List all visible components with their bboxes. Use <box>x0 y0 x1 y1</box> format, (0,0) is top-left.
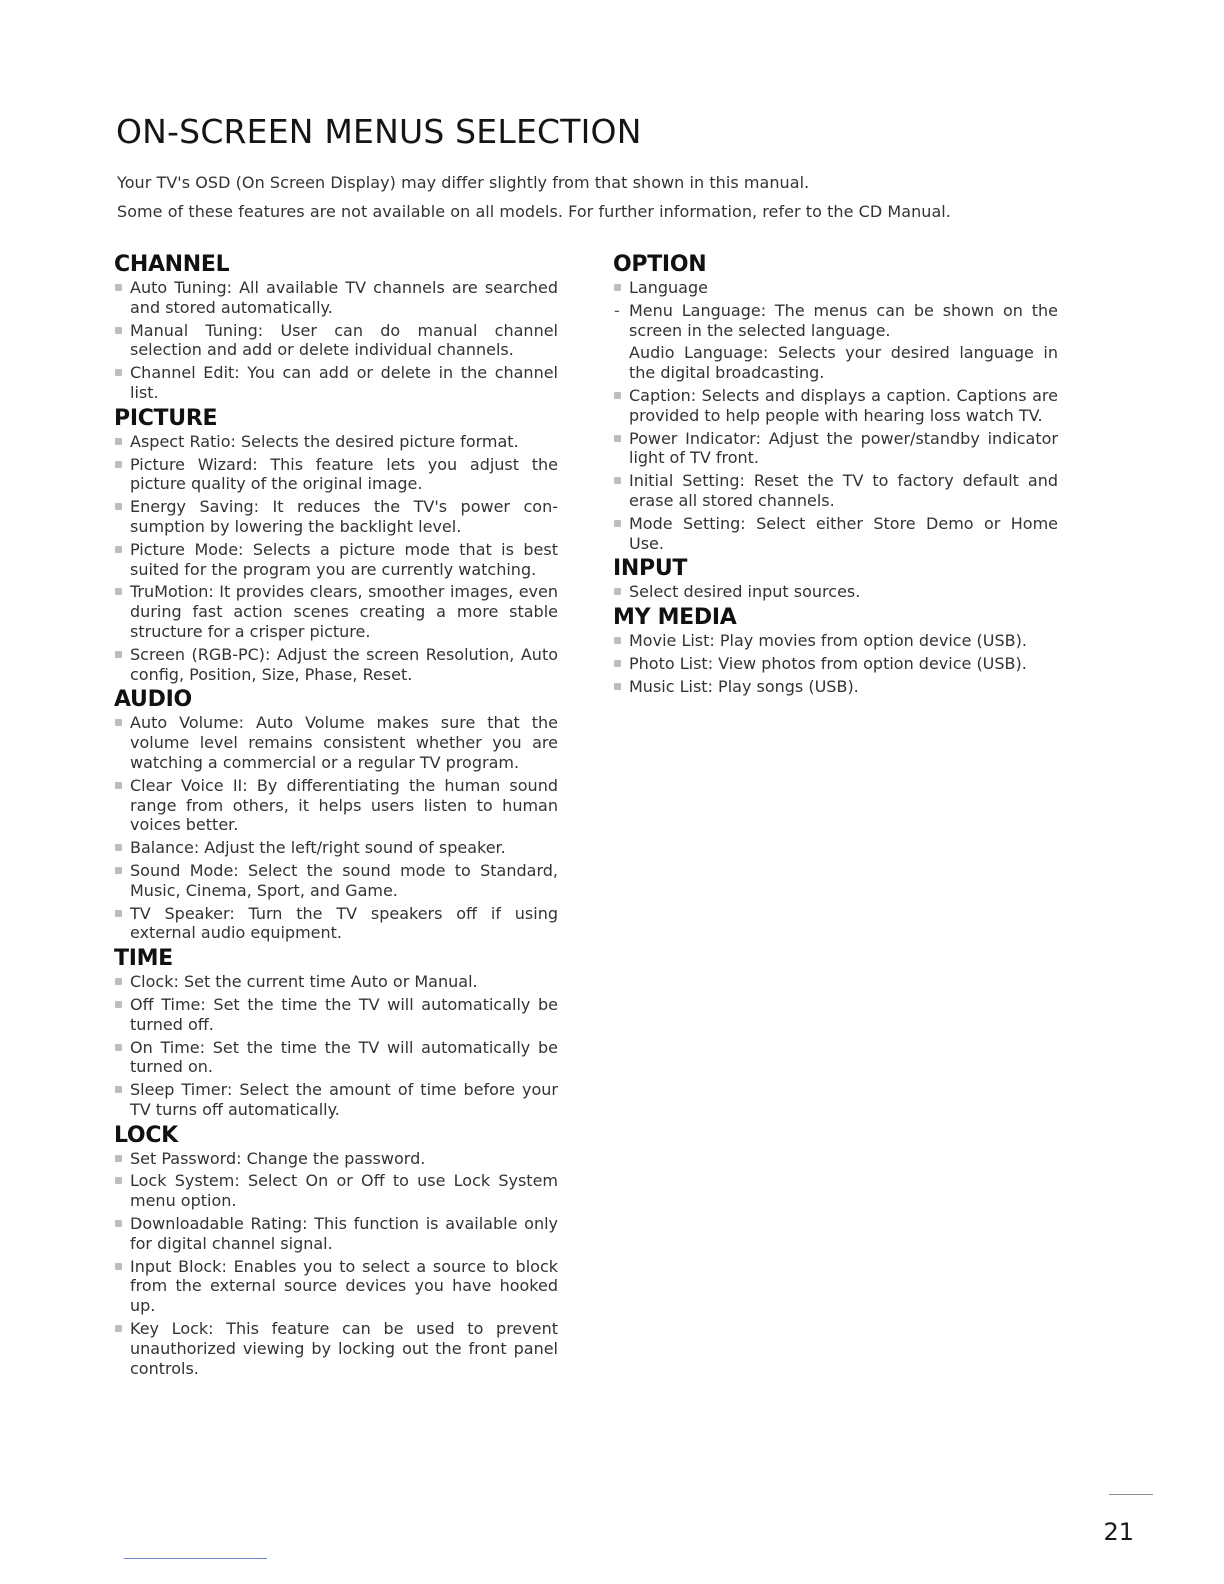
item-text: Menu Language: The menus can be shown on the screen in the selected language. <box>629 300 1058 340</box>
dash-icon: - <box>614 300 620 320</box>
list-item <box>613 386 1058 426</box>
bullet-icon <box>115 438 122 445</box>
item-text: Channel Edit: You can add or delete in the channel list. <box>130 363 558 402</box>
intro-paragraph-2: Some of these features are not available on all models. For further information, refer to the CD Manual. <box>117 202 951 221</box>
section-heading-channel: CHANNEL <box>114 252 230 277</box>
bullet-icon <box>115 978 122 985</box>
item-text: Auto Tuning: All available TV channels are searched and stored automatically. <box>130 278 558 317</box>
list-item <box>114 432 558 452</box>
item-text: Set Password: Change the password. <box>130 1148 426 1168</box>
bullet-icon <box>115 1155 122 1162</box>
section-heading-lock: LOCK <box>114 1122 178 1148</box>
lock-list <box>114 1149 558 1379</box>
list-item <box>114 1257 558 1316</box>
item-text: Lock System: Select On or Off to use Lock System menu option. <box>130 1171 558 1211</box>
list-item <box>114 540 558 580</box>
intro-paragraph-1: Your TV's OSD (On Screen Display) may differ slightly from that shown in this manual. <box>117 173 810 192</box>
section-heading-input: INPUT <box>613 556 688 582</box>
item-text: Clear Voice II: By differentiating the human sound range from others, it helps users listen to human voices better. <box>130 775 558 835</box>
item-text: Language <box>629 278 708 297</box>
item-text: Photo List: View photos from option device (USB). <box>629 653 1027 673</box>
list-item <box>114 1038 558 1078</box>
bullet-icon <box>115 503 122 510</box>
audio-list <box>114 713 558 943</box>
list-item <box>114 278 558 318</box>
list-item <box>613 514 1058 554</box>
item-text: Movie List: Play movies from option device (USB). <box>629 631 1027 651</box>
item-text: Picture Mode: Selects a picture mode that is best suited for the program you are currently watching. <box>130 539 558 579</box>
item-text: Sound Mode: Select the sound mode to Standard, Music, Cinema, Sport, and Game. <box>130 860 558 900</box>
bullet-icon <box>115 327 122 334</box>
item-text: Key Lock: This feature can be used to prevent unauthorized viewing by locking out the front panel controls. <box>130 1319 558 1378</box>
list-item <box>114 363 558 403</box>
section-heading-time: TIME <box>114 946 173 972</box>
bullet-icon <box>614 588 621 595</box>
time-list <box>114 972 558 1120</box>
item-text: Auto Volume: Auto Volume makes sure that the volume level remains consistent whether you are watching a commercial or a regular TV program. <box>130 713 558 772</box>
list-item-sub <box>613 343 1058 383</box>
left-column <box>114 252 558 1381</box>
item-text: Manual Tuning: User can do manual channel selection and add or delete individual channels. <box>130 320 558 360</box>
bullet-icon <box>614 477 621 484</box>
bullet-icon <box>614 637 621 644</box>
list-item <box>613 582 1058 602</box>
item-text: On Time: Set the time the TV will automatically be turned on. <box>130 1037 558 1077</box>
item-text: Audio Language: Selects your desired language in the digital broadcasting. <box>629 343 1058 383</box>
bullet-icon <box>614 392 621 399</box>
bullet-icon <box>115 910 122 917</box>
bullet-icon <box>115 844 122 851</box>
option-list <box>613 278 1058 553</box>
bullet-icon <box>115 1325 122 1332</box>
item-text: Screen (RGB-PC): Adjust the screen Resolution, Auto config, Position, Size, Phase, Reset. <box>130 644 558 684</box>
bullet-icon <box>115 867 122 874</box>
bullet-icon <box>115 1086 122 1093</box>
list-item <box>114 1319 558 1378</box>
item-text: Initial Setting: Reset the TV to factory default and erase all stored channels. <box>629 471 1058 510</box>
list-item <box>613 631 1058 651</box>
list-item <box>114 713 558 772</box>
footer-rule <box>124 1558 267 1559</box>
bullet-icon <box>115 1220 122 1227</box>
list-item <box>613 654 1058 674</box>
item-text: Off Time: Set the time the TV will automatically be turned off. <box>130 994 558 1034</box>
bullet-icon <box>115 782 122 789</box>
bullet-icon <box>614 520 621 527</box>
bullet-icon <box>115 284 122 291</box>
bullet-icon <box>614 660 621 667</box>
item-text: Aspect Ratio: Selects the desired picture format. <box>130 431 519 451</box>
item-text: Caption: Selects and displays a caption. Captions are provided to help people with hearing loss watch TV. <box>629 385 1058 425</box>
item-text: Power Indicator: Adjust the power/standby indicator light of TV front. <box>629 428 1058 468</box>
section-heading-option: OPTION <box>613 252 707 277</box>
bullet-icon <box>115 546 122 553</box>
list-item <box>114 321 558 361</box>
item-text: Music List: Play songs (USB). <box>629 676 859 696</box>
page-number: 21 <box>1103 1518 1134 1546</box>
item-text: Energy Saving: It reduces the TV's power consumption by lowering the backlight level. <box>130 497 558 536</box>
bullet-icon <box>115 1177 122 1184</box>
item-text: Input Block: Enables you to select a source to block from the external source devices you have hooked up. <box>130 1256 558 1316</box>
list-item-sub <box>613 301 1058 341</box>
bullet-icon <box>115 1044 122 1051</box>
bullet-icon <box>115 651 122 658</box>
section-heading-audio: AUDIO <box>114 687 192 713</box>
right-column <box>613 252 1058 700</box>
item-text: Mode Setting: Select either Store Demo or Home Use. <box>629 513 1058 553</box>
input-list <box>613 582 1058 602</box>
channel-list <box>114 278 558 403</box>
bullet-icon <box>614 284 621 291</box>
list-item <box>114 497 558 537</box>
picture-list <box>114 432 558 685</box>
bullet-icon <box>115 1263 122 1270</box>
list-item <box>114 582 558 641</box>
bullet-icon <box>614 435 621 442</box>
list-item <box>114 455 558 495</box>
item-text: Balance: Adjust the left/right sound of speaker. <box>130 838 506 858</box>
list-item <box>613 471 1058 511</box>
list-item <box>114 1149 558 1169</box>
list-item <box>613 278 1058 298</box>
list-item <box>114 1171 558 1211</box>
bullet-icon <box>115 719 122 726</box>
list-item <box>114 861 558 901</box>
list-item <box>613 677 1058 697</box>
list-item <box>114 645 558 685</box>
list-item <box>114 1214 558 1254</box>
bullet-icon <box>115 1001 122 1008</box>
item-text: TV Speaker: Turn the TV speakers off if using external audio equipment. <box>130 903 558 943</box>
bullet-icon <box>115 461 122 468</box>
item-text: Sleep Timer: Select the amount of time before your TV turns off automatically. <box>130 1080 558 1119</box>
section-heading-my-media: MY MEDIA <box>613 605 737 631</box>
list-item <box>114 972 558 992</box>
bullet-icon <box>115 588 122 595</box>
item-text: TruMotion: It provides clears, smoother images, even during fast action scenes creating a more stable structure for a crisper picture. <box>130 582 558 641</box>
my-media-list <box>613 631 1058 696</box>
bullet-icon <box>614 683 621 690</box>
page-number-rule <box>1109 1494 1153 1495</box>
bullet-icon <box>115 369 122 376</box>
list-item <box>114 776 558 835</box>
list-item <box>114 995 558 1035</box>
section-heading-picture: PICTURE <box>114 405 218 431</box>
page-title: ON-SCREEN MENUS SELECTION <box>116 112 642 151</box>
list-item <box>114 1080 558 1120</box>
item-text: Clock: Set the current time Auto or Manual. <box>130 972 478 992</box>
item-text: Downloadable Rating: This function is available only for digital channel signal. <box>130 1214 558 1253</box>
item-text: Select desired input sources. <box>629 582 861 602</box>
list-item <box>613 429 1058 469</box>
item-text: Picture Wizard: This feature lets you adjust the picture quality of the original image. <box>130 454 558 494</box>
list-item <box>114 904 558 944</box>
list-item <box>114 838 558 858</box>
